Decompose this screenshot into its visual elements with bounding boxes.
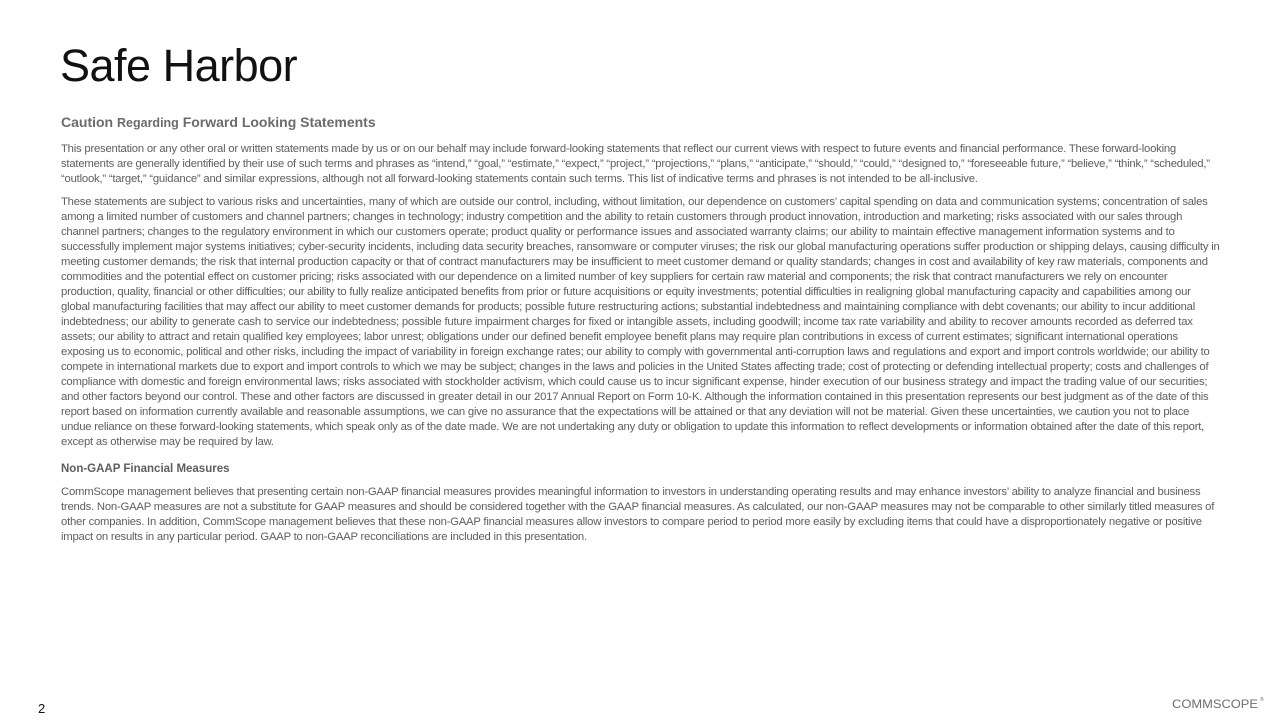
heading-part-forward-looking: Forward Looking Statements <box>178 114 376 130</box>
forward-looking-paragraph-1: This presentation or any other oral or written statements made by us or on our behalf may include forward-looking statements that reflect our current views with respect to future events and financial performance. These forward-looking statements are generally identified by their use of such terms and phrases as “intend,” “goal,” “estimate,” “expect,” “project,” “projections,” “plans,” “anticipate,” “should,” “could,” “designed to,” “foreseeable future,” “believe,” “think,” “scheduled,” “outlook,” “target,” “guidance” and similar expressions, although not all forward-looking statements contain such terms. This list of indicative terms and phrases is not intended to be all-inclusive. <box>61 143 1210 185</box>
forward-looking-paragraph-2: These statements are subject to various risks and uncertainties, many of which are outside our control, including, without limitation, our dependence on customers’ capital spending on data and communication systems; concentration of sales among a limited number of customers and channel partners; changes in technology; industry competition and the ability to retain customers through product innovation, introduction and marketing; risks associated with our sales through channel partners; changes to the regulatory environment in which our customers operate; product quality or performance issues and associated warranty claims; our ability to maintain effective management information systems and to successfully implement major systems initiatives; cyber-security incidents, including data security breaches, ransomware or computer viruses; the risk our global manufacturing operations suffer production or shipping delays, causing difficulty in meeting customer demands; the risk that internal production capacity or that of contract manufacturers may be insufficient to meet customer demand or quality standards; changes in cost and availability of key raw materials, components and commodities and the potential effect on customer pricing; risks associated with our dependence on a limited number of key suppliers for certain raw material and components; the risk that contract manufacturers we rely on encounter production, quality, financial or other difficulties; our ability to fully realize anticipated benefits from prior or future acquisitions or equity investments; potential difficulties in realigning global manufacturing capacity and capabilities among our global manufacturing facilities that may affect our ability to meet customer demands for products; possible future restructuring actions; substantial indebtedness and maintaining compliance with debt covenants; our ability to incur additional indebtedness; our ability to generate cash to service our indebtedness; possible future impairment charges for fixed or intangible assets, including goodwill; income tax rate variability and ability to recover amounts recorded as deferred tax assets; our ability to attract and retain qualified key employees; labor unrest; obligations under our defined benefit employee benefit plans may require plan contributions in excess of current estimates; significant international operations exposing us to economic, political and other risks, including the impact of variability in foreign exchange rates; our ability to comply with governmental anti-corruption laws and regulations and export and import controls worldwide; our ability to compete in international markets due to export and import controls to which we may be subject; changes in the laws and policies in the United States affecting trade; cost of protecting or defending intellectual property; costs and challenges of compliance with domestic and foreign environmental laws; risks associated with stockholder activism, which could cause us to incur significant expense, hinder execution of our business strategy and impact the trading value of our securities; and other factors beyond our control. These and other factors are discussed in greater detail in our 2017 Annual Report on Form 10-K. Although the information contained in this presentation represents our best judgment as of the date of this report based on information currently available and reasonable assumptions, we can give no assurance that the expectations will be attained or that any deviation will not be material. Given these uncertainties, we caution you not to place undue reliance on these forward-looking statements, which speak only as of the date made. We are not undertaking any duty or obligation to update this information to reflect developments or information obtained after the date of this report, except as otherwise may be required by law. <box>61 196 1220 448</box>
commscope-logo-text: COMMSCOPE <box>1172 699 1259 711</box>
page-number: 2 <box>38 701 46 716</box>
commscope-logo <box>1172 694 1268 714</box>
registered-mark: ® <box>1260 697 1264 703</box>
slide-content <box>61 113 1221 553</box>
non-gaap-heading: Non-GAAP Financial Measures <box>61 463 230 475</box>
section-heading <box>61 113 1221 132</box>
heading-part-caution: Caution <box>61 114 117 130</box>
non-gaap-paragraph: CommScope management believes that presenting certain non-GAAP financial measures provides meaningful information to investors in understanding operating results and may enhance investors’ ability to analyze financial and business trends. Non-GAAP measures are not a substitute for GAAP measures and should be considered together with the GAAP financial measures. As calculated, our non-GAAP measures may not be comparable to other similarly titled measures of other companies. In addition, CommScope management believes that these non-GAAP financial measures allow investors to compare period to period more easily by excluding items that could have a disproportionately negative or positive impact on results in any particular period. GAAP to non-GAAP reconciliations are included in this presentation. <box>61 486 1215 543</box>
slide-title: Safe Harbor <box>60 40 298 91</box>
heading-part-regarding: Regarding <box>117 116 179 130</box>
